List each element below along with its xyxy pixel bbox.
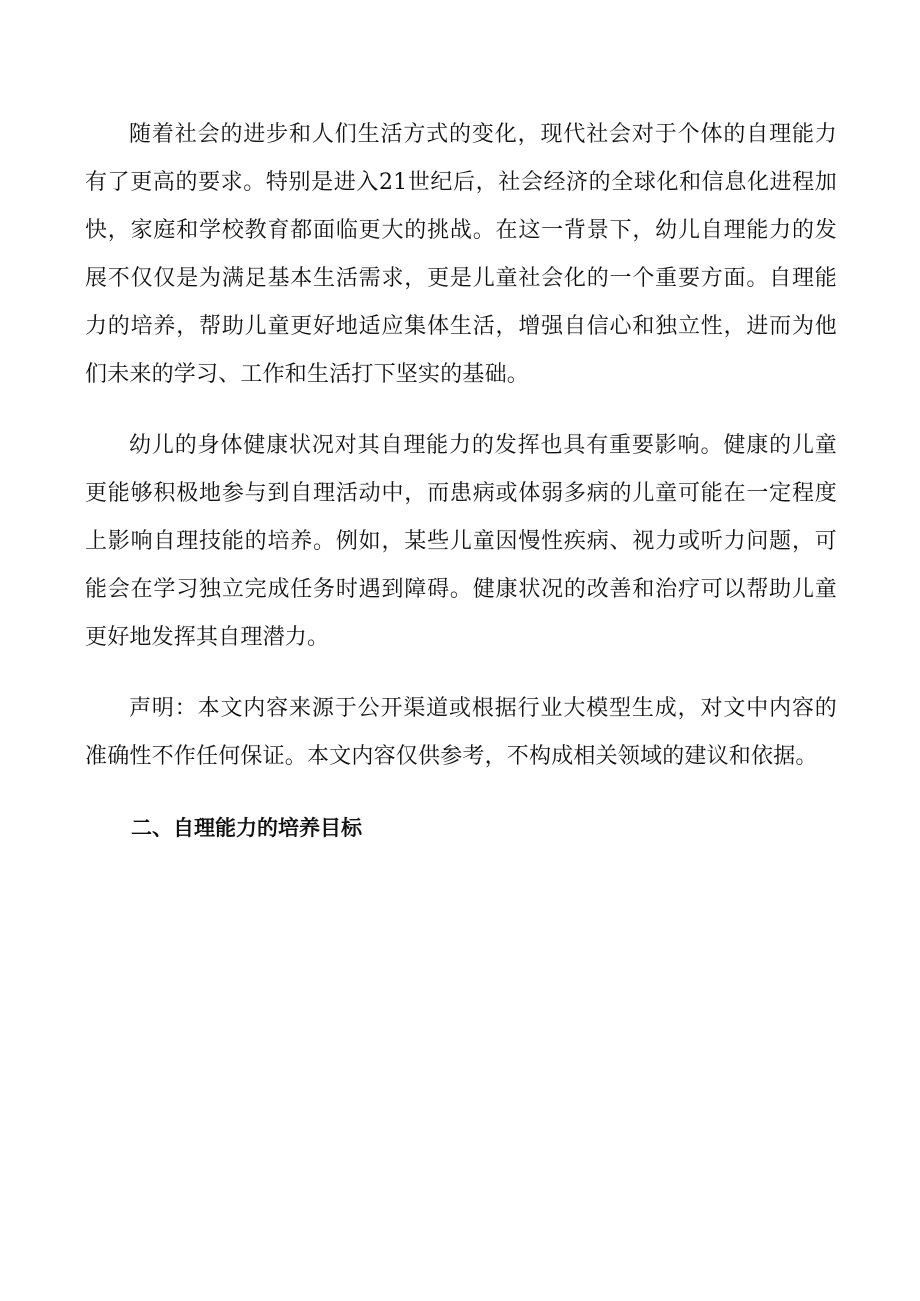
section-heading: 二、自理能力的培养目标	[131, 816, 362, 840]
paragraph-disclaimer: 声明：本文内容来源于公开渠道或根据行业大模型生成，对文中内容的准确性不作任何保证。本文内容仅供参考，不构成相关领域的建议和依据。	[85, 696, 837, 769]
paragraph-social-progress: 随着社会的进步和人们生活方式的变化，现代社会对于个体的自理能力有了更高的要求。特别是进入21世纪后，社会经济的全球化和信息化进程加快，家庭和学校教育都面临更大的挑战。在这一背景下，幼儿自理能力的发展不仅仅是为满足基本生活需求，更是儿童社会化的一个重要方面。自理能力的培养，帮助儿童更好地适应集体生活，增强自信心和独立性，进而为他们未来的学习、工作和生活打下坚实的基础。	[85, 122, 837, 387]
paragraph-health-impact: 幼儿的身体健康状况对其自理能力的发挥也具有重要影响。健康的儿童更能够积极地参与到自理活动中，而患病或体弱多病的儿童可能在一定程度上影响自理技能的培养。例如，某些儿童因慢性疾病、视力或听力问题，可能会在学习独立完成任务时遇到障碍。健康状况的改善和治疗可以帮助儿童更好地发挥其自理潜力。	[85, 433, 837, 650]
document-body	[85, 111, 837, 852]
